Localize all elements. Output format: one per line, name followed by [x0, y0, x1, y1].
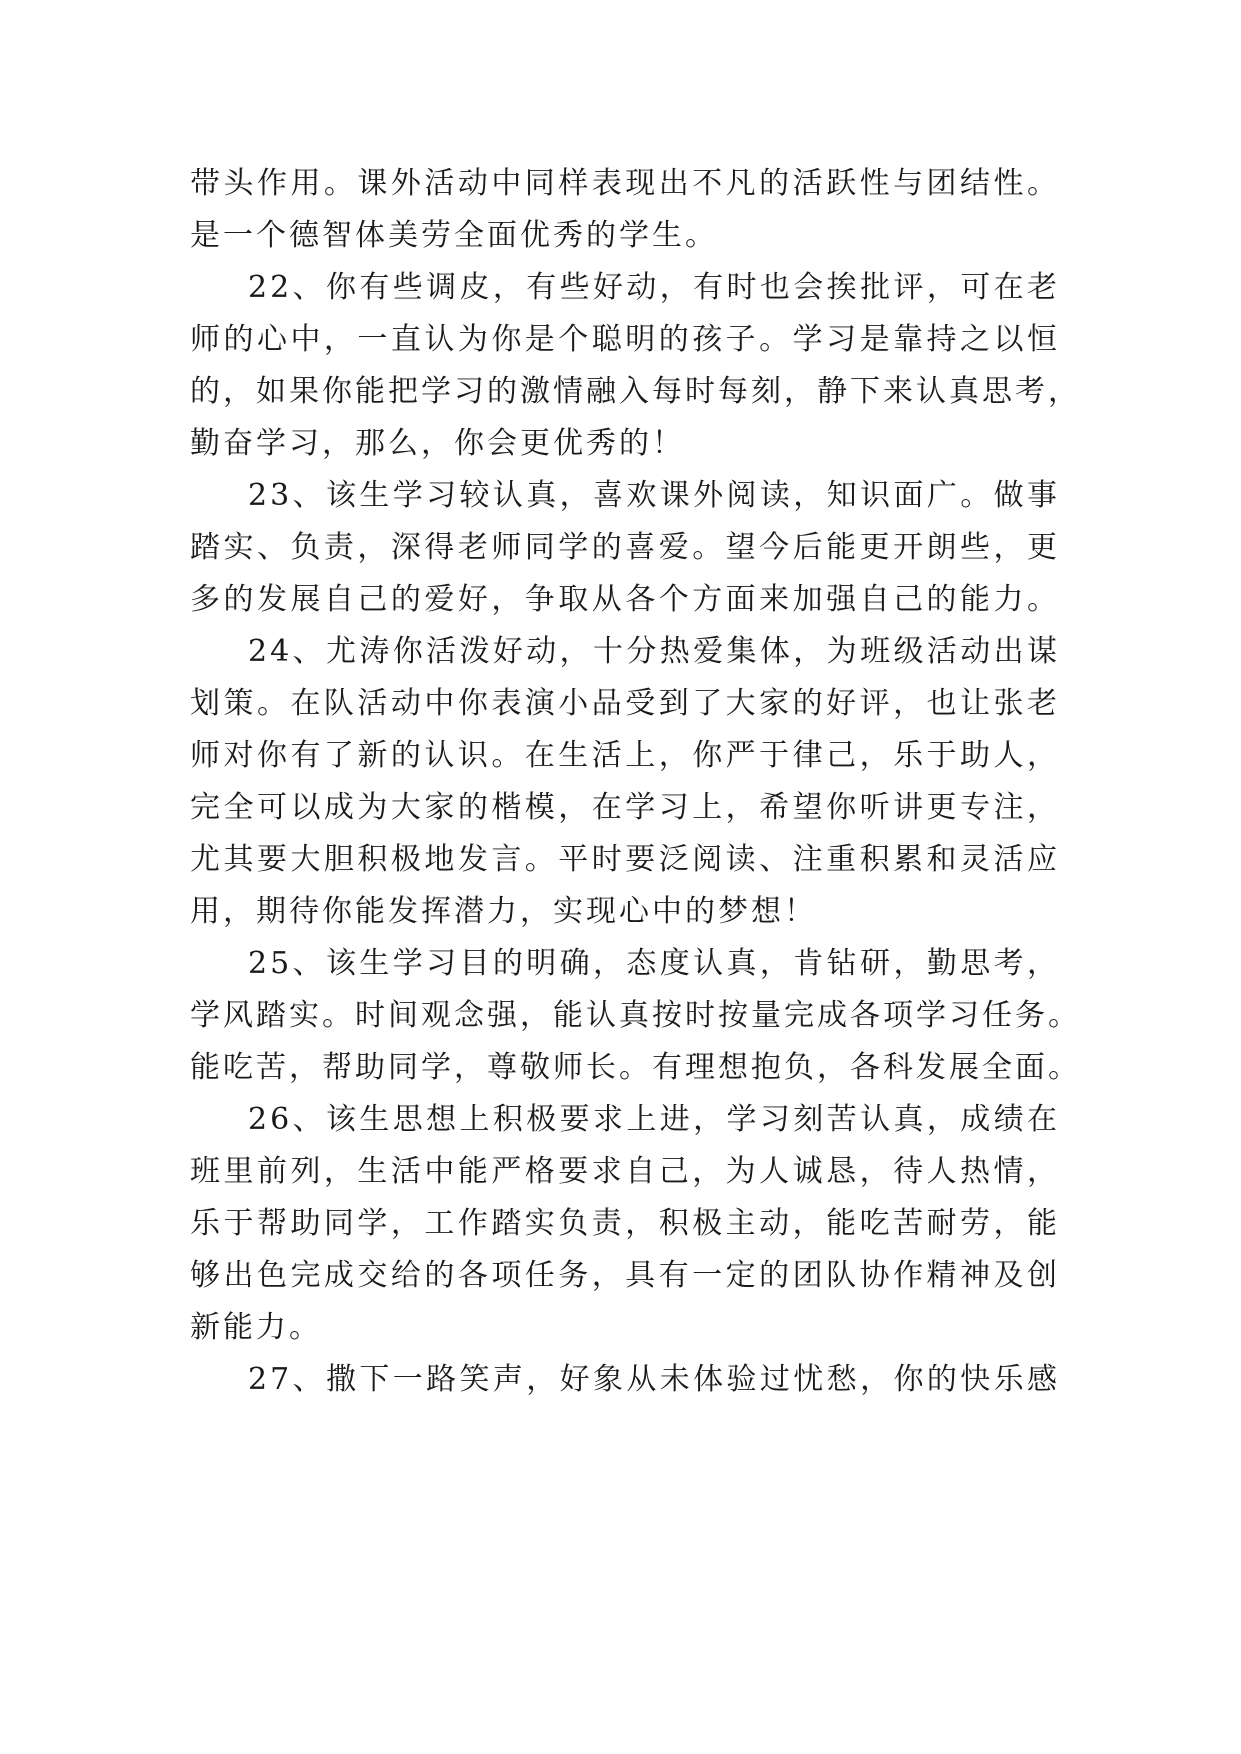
text-line: 27、撒下一路笑声，好象从未体验过忧愁，你的快乐感	[248, 1362, 1060, 1397]
text-line: 师的心中，一直认为你是个聪明的孩子。学习是靠持之以恒	[190, 322, 1060, 357]
text-line: 完全可以成为大家的楷模，在学习上，希望你听讲更专注，	[190, 790, 1060, 825]
paragraph-comment-22	[190, 262, 1081, 470]
text-line: 新能力。	[190, 1310, 322, 1345]
document-body	[190, 158, 1081, 1406]
text-line: 尤其要大胆积极地发言。平时要泛阅读、注重积累和灵活应	[190, 842, 1060, 877]
text-line: 划策。在队活动中你表演小品受到了大家的好评，也让张老	[190, 686, 1060, 721]
text-line: 是一个德智体美劳全面优秀的学生。	[190, 218, 718, 253]
text-line: 乐于帮助同学，工作踏实负责，积极主动，能吃苦耐劳，能	[190, 1206, 1060, 1241]
paragraph-comment-23	[190, 470, 1060, 626]
paragraph-comment-26	[190, 1094, 1060, 1354]
text-line: 的，如果你能把学习的激情融入每时每刻，静下来认真思考，	[190, 374, 1081, 409]
text-line: 25、该生学习目的明确，态度认真，肯钻研，勤思考，	[248, 946, 1060, 981]
text-line: 班里前列，生活中能严格要求自己，为人诚恳，待人热情，	[190, 1154, 1060, 1189]
text-line: 勤奋学习，那么，你会更优秀的！	[190, 426, 685, 461]
text-line: 多的发展自己的爱好，争取从各个方面来加强自己的能力。	[190, 582, 1060, 617]
text-line: 师对你有了新的认识。在生活上，你严于律己，乐于助人，	[190, 738, 1060, 773]
text-line: 学风踏实。时间观念强，能认真按时按量完成各项学习任务。	[190, 998, 1081, 1033]
text-line: 够出色完成交给的各项任务，具有一定的团队协作精神及创	[190, 1258, 1060, 1293]
paragraph-intro-continued	[190, 158, 1060, 262]
text-line: 带头作用。课外活动中同样表现出不凡的活跃性与团结性。	[190, 166, 1060, 201]
text-line: 能吃苦，帮助同学，尊敬师长。有理想抱负，各科发展全面。	[190, 1050, 1081, 1085]
text-line: 踏实、负责，深得老师同学的喜爱。望今后能更开朗些，更	[190, 530, 1060, 565]
paragraph-comment-25	[190, 938, 1081, 1094]
paragraph-comment-27	[190, 1354, 1060, 1406]
text-line: 26、该生思想上积极要求上进，学习刻苦认真，成绩在	[248, 1102, 1060, 1137]
text-line: 24、尤涛你活泼好动，十分热爱集体，为班级活动出谋	[248, 634, 1060, 669]
text-line: 23、该生学习较认真，喜欢课外阅读，知识面广。做事	[248, 478, 1060, 513]
paragraph-comment-24	[190, 626, 1060, 938]
text-line: 用，期待你能发挥潜力，实现心中的梦想！	[190, 894, 817, 929]
text-line: 22、你有些调皮，有些好动，有时也会挨批评，可在老	[248, 270, 1060, 305]
